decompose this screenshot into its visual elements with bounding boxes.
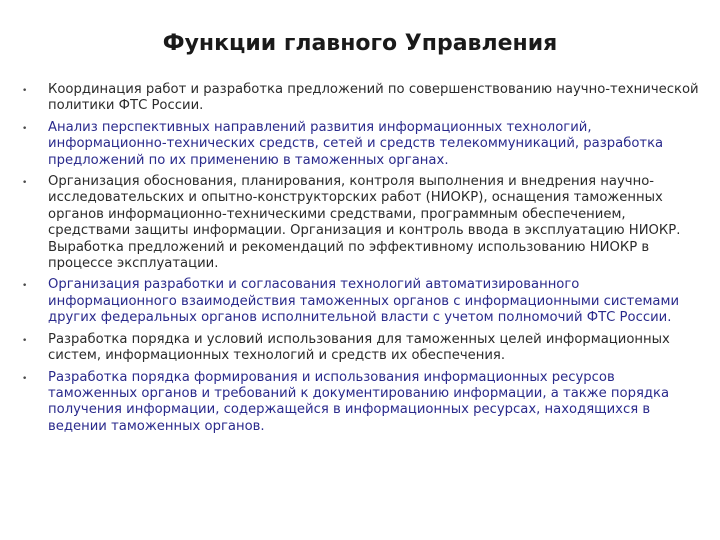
list-item xyxy=(22,332,702,365)
list-item xyxy=(22,277,702,326)
list-item-text: Разработка порядка и условий использования для таможенных целей информационных систем, информационных технологий и средств их обеспечения. xyxy=(48,331,670,364)
functions-list xyxy=(22,82,702,440)
slide-title: Функции главного Управления xyxy=(162,31,558,56)
list-item-text: Разработка порядка формирования и использования информационных ресурсов таможенных органов и требований к документированию информации, а также порядка получения информации, содержащейся в информационных ресурсах, находящихся в ведении таможенных органов. xyxy=(48,369,670,434)
list-item-text: Организация обоснования, планирования, контроля выполнения и внедрения научно-исследовательских и опытно-конструкторских работ (НИОКР), оснащения таможенных органов информационно-техническими средствами, программным обеспечением, средствами защиты информации. Организация и контроль ввода в эксплуатацию НИОКР. Выработка предложений и рекомендаций по эффективному использованию НИОКР в процессе эксплуатации. xyxy=(48,174,681,272)
list-item-text: Координация работ и разработка предложений по совершенствованию научно-технической политики ФТС России. xyxy=(48,82,699,114)
bullet-icon: • xyxy=(22,86,28,96)
list-item xyxy=(22,120,702,169)
bullet-icon: • xyxy=(22,335,28,346)
list-item xyxy=(22,370,702,436)
bullet-icon: • xyxy=(22,281,28,292)
list-item-text: Организация разработки и согласования технологий автоматизированного информационного взаимодействия таможенных органов с информационными системами других федеральных органов исполнительной власти с учетом полномочий ФТС России. xyxy=(48,277,680,326)
bullet-icon: • xyxy=(22,373,28,384)
bullet-icon: • xyxy=(22,123,28,134)
list-item-text: Анализ перспективных направлений развития информационных технологий, информационно-технических средств, сетей и средств телекоммуникаций, разработка предложений по их применению в таможенных органах. xyxy=(48,119,664,168)
bullet-icon: • xyxy=(22,178,28,189)
list-item xyxy=(22,174,702,272)
list-item xyxy=(22,82,702,115)
